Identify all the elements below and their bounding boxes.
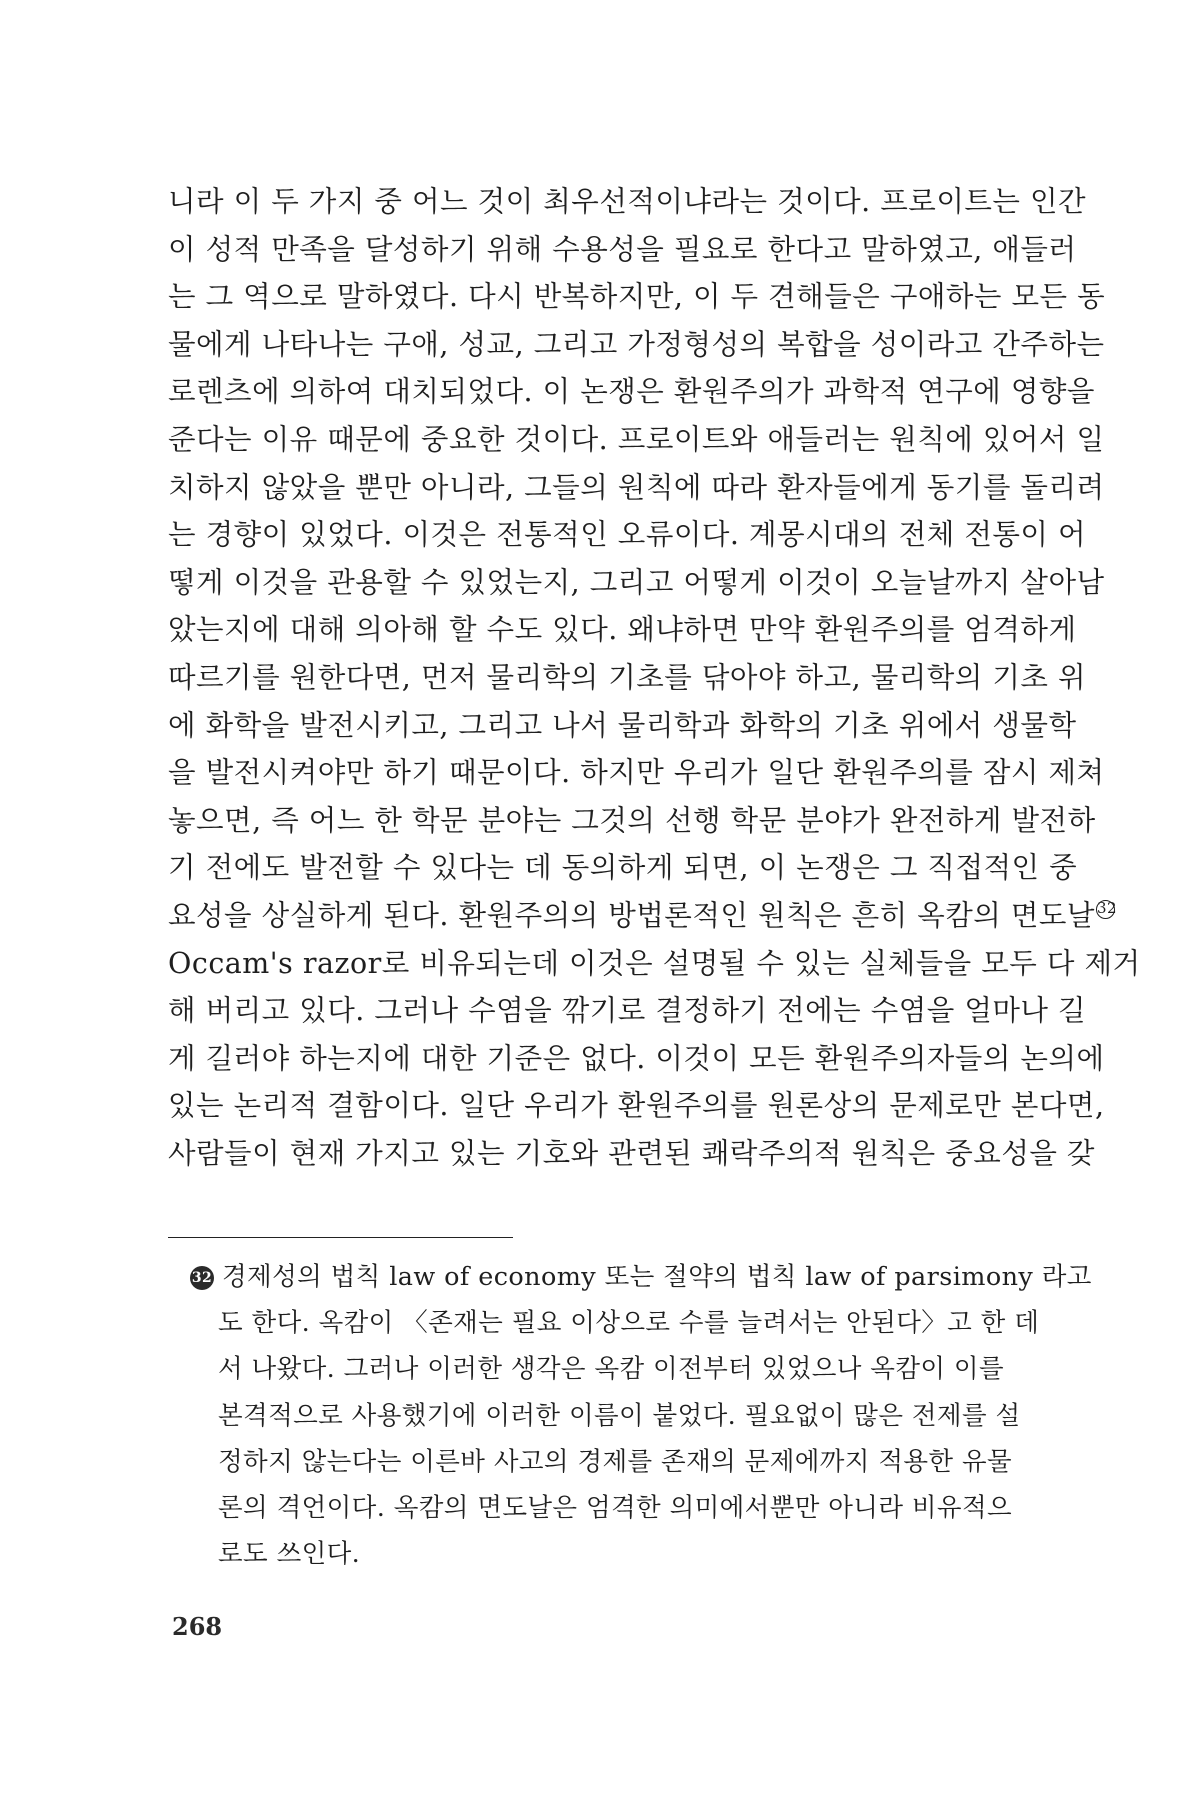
text-line-with-footnote-ref <box>168 892 1118 940</box>
footnote-line: 론의 격언이다. 옥캄의 면도날은 엄격한 의미에서뿐만 아니라 비유적으 <box>218 1492 1013 1523</box>
text-line: 는 그 역으로 말하였다. 다시 반복하지만, 이 두 견해들은 구애하는 모든 동 <box>168 280 1106 314</box>
text-line: 떻게 이것을 관용할 수 있었는지, 그리고 어떻게 이것이 오늘날까지 살아남 <box>168 565 1105 599</box>
text-line: 게 길러야 하는지에 대한 기준은 없다. 이것이 모든 환원주의자들의 논의에 <box>168 1041 1105 1075</box>
text-line: 물에게 나타나는 구애, 성교, 그리고 가정형성의 복합을 성이라고 간주하는 <box>168 327 1105 361</box>
text-line: 요성을 상실하게 된다. 환원주의의 방법론적인 원칙은 흔히 옥캄의 면도날 <box>168 898 1095 932</box>
text-line: 놓으면, 즉 어느 한 학문 분야는 그것의 선행 학문 분야가 완전하게 발전하 <box>168 803 1096 837</box>
text-line: 로렌츠에 의하여 대치되었다. 이 논쟁은 환원주의가 과학적 연구에 영향을 <box>168 375 1095 409</box>
footnote <box>190 1254 1092 1577</box>
footnote-line: 정하지 않는다는 이른바 사고의 경제를 존재의 문제에까지 적용한 유물 <box>218 1446 1013 1477</box>
footnote-line: 서 나왔다. 그러나 이러한 생각은 옥캄 이전부터 있었으나 옥캄이 이를 <box>218 1354 1004 1385</box>
text-line: 준다는 이유 때문에 중요한 것이다. 프로이트와 애들러는 원칙에 있어서 일 <box>168 422 1105 456</box>
text-line: 기 전에도 발전할 수 있다는 데 동의하게 되면, 이 논쟁은 그 직접적인 중 <box>168 851 1078 885</box>
text-line: 치하지 않았을 뿐만 아니라, 그들의 원칙에 따라 환자들에게 동기를 돌리려 <box>168 470 1105 504</box>
footnote-line: 로도 쓰인다. <box>218 1539 361 1570</box>
text-line: 있는 논리적 결함이다. 일단 우리가 환원주의를 원론상의 문제로만 본다면, <box>168 1089 1105 1123</box>
footnote-line: 도 한다. 옥캄이 〈존재는 필요 이상으로 수를 늘려서는 안된다〉고 한 데 <box>218 1308 1040 1339</box>
text-line: 해 버리고 있다. 그러나 수염을 깎기로 결정하기 전에는 수염을 얼마나 길 <box>168 994 1087 1028</box>
footnote-line: 본격적으로 사용했기에 이러한 이름이 붙었다. 필요없이 많은 전제를 설 <box>218 1400 1021 1431</box>
footnote-number-marker: 32 <box>190 1266 214 1290</box>
main-text <box>168 178 1141 1177</box>
text-line: 니라 이 두 가지 중 어느 것이 최우선적이냐라는 것이다. 프로이트는 인간 <box>168 185 1087 218</box>
text-line: 따르기를 원한다면, 먼저 물리학의 기초를 닦아야 하고, 물리학의 기초 위 <box>168 660 1087 694</box>
text-line: 이 성적 만족을 달성하기 위해 수용성을 필요로 한다고 말하였고, 애들러 <box>168 232 1077 266</box>
footnote-divider <box>168 1237 513 1238</box>
footnote-reference-marker: 32 <box>1096 898 1118 917</box>
text-line: 는 경향이 있었다. 이것은 전통적인 오류이다. 계몽시대의 전체 전통이 어 <box>168 518 1087 552</box>
text-line: 사람들이 현재 가지고 있는 기호와 관련된 쾌락주의적 원칙은 중요성을 갖 <box>168 1136 1095 1170</box>
text-line: 았는지에 대해 의아해 할 수도 있다. 왜냐하면 만약 환원주의를 엄격하게 <box>168 613 1077 647</box>
footnote-line: 경제성의 법칙 law of economy 또는 절약의 법칙 law of parsimony 라고 <box>222 1262 1092 1292</box>
text-line: 을 발전시켜야만 하기 때문이다. 하지만 우리가 일단 환원주의를 잠시 제쳐 <box>168 756 1105 790</box>
page-number: 268 <box>172 1612 223 1641</box>
footnote-first-line <box>190 1254 1092 1300</box>
text-line: 에 화학을 발전시키고, 그리고 나서 물리학과 화학의 기초 위에서 생물학 <box>168 708 1077 742</box>
text-line: Occam's razor로 비유되는데 이것은 설명될 수 있는 실체들을 모두 다 제거 <box>168 946 1141 980</box>
